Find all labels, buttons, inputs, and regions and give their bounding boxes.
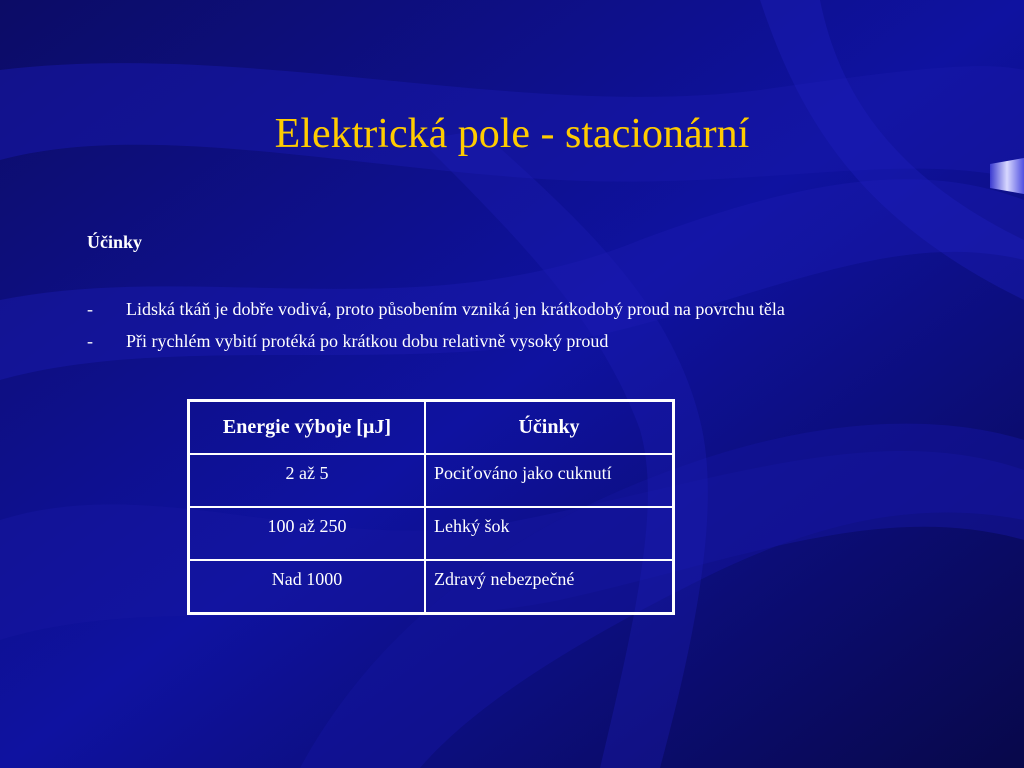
slide-title: Elektrická pole - stacionární (274, 111, 750, 157)
effects-table (187, 399, 675, 615)
bullet-list (87, 296, 947, 360)
table-cell-energy: 2 až 5 (189, 454, 426, 507)
column-header-energy: Energie výboje [µJ] (189, 401, 426, 455)
decorative-tab-shape (984, 158, 1024, 194)
column-header-effects: Účinky (425, 401, 674, 455)
bullet-item (87, 296, 947, 322)
bullet-text: Při rychlém vybití protéká po krátkou dobu relativně vysoký proud (126, 331, 609, 351)
table-cell-energy: 100 až 250 (189, 507, 426, 560)
bullet-marker: - (87, 331, 93, 351)
table-cell-effect: Zdravý nebezpečné (425, 560, 674, 614)
table-cell-effect: Lehký šok (425, 507, 674, 560)
table-cell-effect: Pociťováno jako cuknutí (425, 454, 674, 507)
table-cell-energy: Nad 1000 (189, 560, 426, 614)
table-row (189, 560, 674, 614)
table-header-row (189, 401, 674, 455)
table-row (189, 454, 674, 507)
table-row (189, 507, 674, 560)
bullet-text: Lidská tkáň je dobře vodivá, proto působením vzniká jen krátkodobý proud na povrchu těla (126, 299, 785, 319)
bullet-marker: - (87, 299, 93, 319)
bullet-item (87, 328, 947, 354)
section-heading: Účinky (87, 232, 143, 252)
